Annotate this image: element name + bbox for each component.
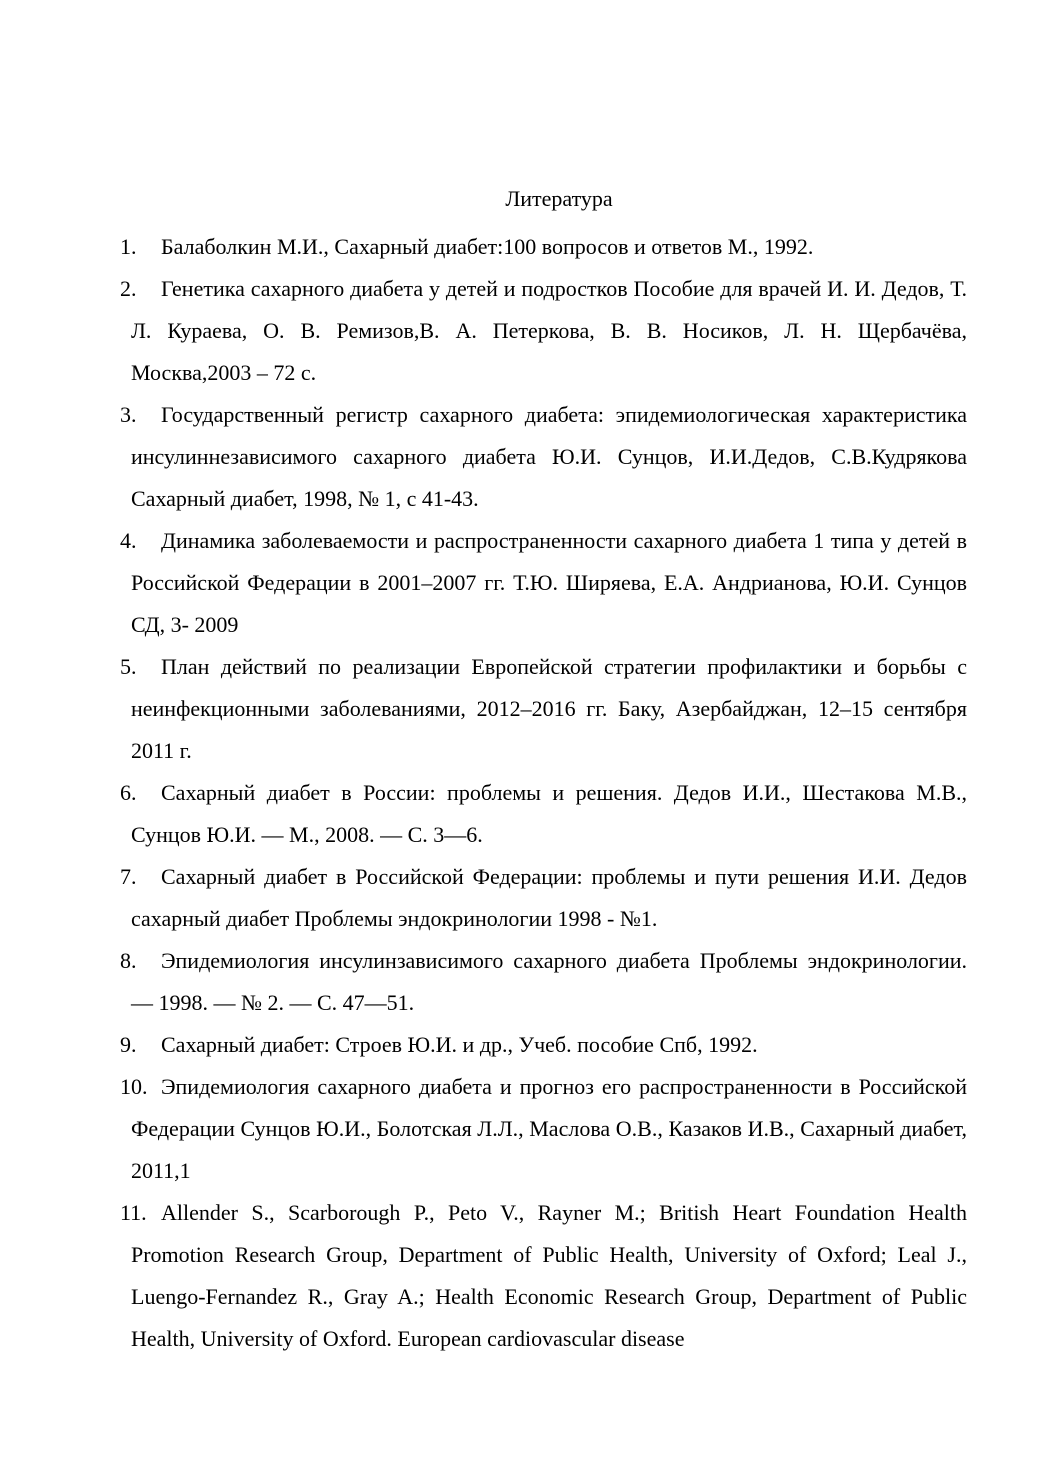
reference-text: Государственный регистр сахарного диабета: эпидемиологическая характеристика инсулиннезависимого сахарного диабета Ю.И. Сунцов, И.И.Дедов, С.В.Кудрякова Сахарный диабет, 1998, № 1, с 41-43. — [131, 402, 967, 511]
reference-text: Эпидемиология сахарного диабета и прогноз его распространенности в Российской Федерации Сунцов Ю.И., Болотская Л.Л., Маслова О.В., Казаков И.В., Сахарный диабет, 2011,1 — [131, 1074, 967, 1183]
reference-text: Эпидемиология инсулинзависимого сахарного диабета Проблемы эндокринологии. — 1998. — № 2. — С. 47—51. — [131, 948, 967, 1015]
reference-text: Сахарный диабет в России: проблемы и решения. Дедов И.И., Шестакова М.В., Сунцов Ю.И. — М., 2008. — С. 3—6. — [131, 780, 967, 847]
reference-text: Балаболкин М.И., Сахарный диабет:100 вопросов и ответов М., 1992. — [161, 234, 814, 259]
reference-text: Сахарный диабет в Российской Федерации: проблемы и пути решения И.И. Дедов сахарный диабет Проблемы эндокринологии 1998 - №1. — [131, 864, 967, 931]
reference-number: 10. — [120, 1074, 148, 1099]
reference-number: 4. — [120, 528, 137, 553]
reference-text: Сахарный диабет: Строев Ю.И. и др., Учеб. пособие Спб, 1992. — [161, 1032, 758, 1057]
reference-number: 2. — [120, 276, 137, 301]
reference-text: Генетика сахарного диабета у детей и подростков Пособие для врачей И. И. Дедов, Т. Л. Кураева, О. В. Ремизов,В. А. Петеркова, В. В. Носиков, Л. Н. Щербачёва, Москва,2003 – 72 с. — [131, 276, 967, 385]
reference-item-5 — [120, 646, 967, 772]
reference-number: 1. — [120, 234, 137, 259]
reference-list — [120, 226, 967, 1360]
reference-item-1 — [120, 226, 967, 268]
reference-text: План действий по реализации Европейской стратегии профилактики и борьбы с неинфекционными заболеваниями, 2012–2016 гг. Баку, Азербайджан, 12–15 сентября 2011 г. — [131, 654, 967, 763]
reference-item-11 — [120, 1192, 967, 1360]
reference-number: 6. — [120, 780, 137, 805]
reference-number: 3. — [120, 402, 137, 427]
reference-item-3 — [120, 394, 967, 520]
reference-item-2 — [120, 268, 967, 394]
reference-item-6 — [120, 772, 967, 856]
reference-text: Allender S., Scarborough P., Peto V., Rayner M.; British Heart Foundation Health Promotion Research Group, Department of Public Health, University of Oxford; Leal J., Luengo-Fernandez R., Gray A.; Health Economic Research Group, Department of Public Health, University of Oxford. European cardiovascular disease — [131, 1200, 967, 1351]
reference-item-4 — [120, 520, 967, 646]
reference-number: 7. — [120, 864, 137, 889]
reference-item-9 — [120, 1024, 967, 1066]
reference-number: 5. — [120, 654, 137, 679]
page-title: Литература — [505, 186, 613, 211]
reference-item-8 — [120, 940, 967, 1024]
reference-number: 11. — [120, 1200, 147, 1225]
reference-number: 8. — [120, 948, 137, 973]
reference-number: 9. — [120, 1032, 137, 1057]
reference-item-7 — [120, 856, 967, 940]
reference-item-10 — [120, 1066, 967, 1192]
reference-text: Динамика заболеваемости и распространенности сахарного диабета 1 типа у детей в Российской Федерации в 2001–2007 гг. Т.Ю. Ширяева, Е.А. Андрианова, Ю.И. Сунцов СД, 3- 2009 — [131, 528, 967, 637]
